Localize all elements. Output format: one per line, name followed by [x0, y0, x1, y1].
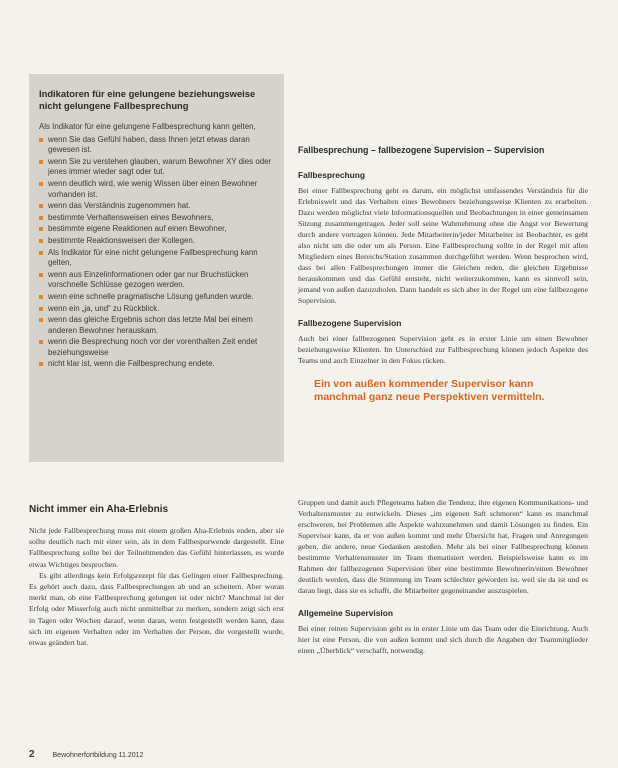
page-number: 2 — [29, 749, 35, 760]
list-item: bestimmte eigene Reaktionen auf einen Bewohner, — [39, 224, 274, 235]
list-item: wenn Sie zu verstehen glauben, warum Bewohner XY dies oder jenes immer wieder sagt oder tut. — [39, 157, 274, 178]
bullet-icon — [39, 227, 43, 231]
bullet-icon — [39, 318, 43, 322]
bullet-icon — [39, 295, 43, 299]
paragraph: Bei einer Fallbesprechung geht es darum, ein möglichst umfassendes Verständnis für die Erlebniswelt und das Verhalten eines Bewohners beziehungsweise Klienten zu erarbeiten. Dazu werden möglichst viele Informationsquellen und Beobachtungen in einer gemeinsamen Sitzung zusammengetragen. Jeder soll seine Wahrnehmung ohne die Angst vor Bewertung durch andere vortragen können. Jede Mitarbeiterin/jeder Mitarbeiter ist Beobachter, es geht also nicht um die oder um als Person. Eine Fallbesprechung sollte in der Regel mit allen Mitgliedern eines Bereichs/Station zusammen durchgeführt werden. Wenn besprochen wird, dass bei allen Fallbesprechungen immer die Gleichen reden, die gleichen Ergebnisse herauskommen und das Gefühl entsteht, nicht weiterzukommen, kann es sinnvoll sein, jemand von außen dazuzuholen. Dann handelt es sich aber in der Regel um eine fallbezogene Supervision. — [298, 186, 588, 305]
indicator-box-title: Indikatoren für eine gelungene beziehungsweise nicht gelungene Fallbesprechung — [39, 88, 256, 111]
list-item: wenn ein „ja, und“ zu Rückblick. — [39, 304, 274, 315]
paragraph: Nicht jede Fallbesprechung muss mit einem großen Aha-Erlebnis enden, aber sie sollte deutlich nach mit einer sein, als in dem Fallbespurwende dargestellt. Eine Fallbesprechung sollte bei der Teilnehmenden das Gefühl hinterlassen, es wurde etwas Wichtiges besprochen. — [29, 526, 284, 569]
indicator-list — [39, 135, 274, 370]
list-item: wenn das Verständnis zugenommen hat. — [39, 201, 274, 212]
bullet-icon — [39, 182, 43, 186]
pull-quote: Ein von außen kommender Supervisor kann manchmal ganz neue Perspektiven vermitteln. — [314, 378, 545, 403]
bullet-icon — [39, 362, 43, 366]
list-item: wenn die Besprechung noch vor der vorenthalten Zeit endet beziehungsweise — [39, 337, 274, 358]
list-item: bestimmte Reaktionsweisen der Kollegen. — [39, 236, 274, 247]
right-article — [298, 145, 588, 418]
list-item: wenn deutlich wird, wie wenig Wissen über einen Bewohner vorhanden ist. — [39, 179, 274, 200]
subheading: Fallbezogene Supervision — [298, 318, 402, 328]
bullet-icon — [39, 307, 43, 311]
list-item: wenn aus Einzelinformationen oder gar nur Bruchstücken vorschnelle Schlüsse gezogen werden. — [39, 270, 274, 291]
page-footer — [29, 749, 143, 760]
list-item: wenn Sie das Gefühl haben, dass Ihnen jetzt etwas daran gewesen ist. — [39, 135, 274, 156]
indicator-intro: Als Indikator für eine gelungene Fallbesprechung kann gelten, — [39, 122, 256, 131]
indicator-box — [29, 74, 284, 462]
subheading: Fallbesprechung — [298, 170, 366, 180]
bullet-icon — [39, 251, 43, 255]
footer-label: Bewohnerfortbildung 11.2012 — [52, 752, 144, 759]
bullet-icon — [39, 273, 43, 277]
paragraph: Gruppen und damit auch Pflegeteams haben die Tendenz, ihre eigenen Kommunikations- und Verhaltensmuster zu entwickeln. Dieses „im eigenen Saft schmoren“ kann es manchmal erschweren, bei Problemen alle Aspekte wahrzunehmen und damit Lösungen zu finden. Ein Supervisor kann, da er von außen kommt und mehr Übersicht hat, Fragen und Anregungen geben, die andere, neue Gedanken anstoßen. Mehr als bei einer Fallbesprechung können bestimmte Verhaltensmuster im Team thematisiert werden. Beispielsweise kann es im Rahmen der fallbezogenen Supervision über eine bestimmte Bewohnerin/einen Bewohner deutlich werden, dass die Stimmung im Team schlechter geworden ist, weil sie da ist und es daran liegt, dass sie es schafft, die Mitarbeiter gegeneinander auszuspielen. — [298, 498, 588, 595]
paragraph: Es gibt allerdings kein Erfolgsrezept für das Gelingen einer Fallbesprechung. Es gehört auch dazu, dass Fallbesprechungen ab und an scheitern. Aber woran merkt man, ob eine Fallbesprechung gelungen ist oder nicht? Manchmal ist der Erfolg oder Misserfolg auch nicht unmittelbar zu merken, sondern zeigt sich erst in Tagen oder Wochen darauf, wenn daran, wenn festgestellt werden kann, dass sich im eigenen Verhalten oder im Verhalten der Person, die vorgestellt wurde, etwas geändert hat. — [29, 570, 284, 648]
subheading: Allgemeine Supervision — [298, 608, 393, 618]
section-heading: Nicht immer ein Aha-Erlebnis — [29, 504, 169, 515]
bullet-icon — [39, 138, 43, 142]
bullet-icon — [39, 160, 43, 164]
bullet-icon — [39, 216, 43, 220]
paragraph: Auch bei einer fallbezogenen Supervision geht es in erster Linie um einen Bewohner beziehungsweise Klienten. Im Unterschied zur Fallbesprechung können jedoch Aspekte des Teams und auch Einzelner in den Fokus rücken. — [298, 334, 588, 365]
bullet-icon — [39, 204, 43, 208]
bullet-icon — [39, 340, 43, 344]
list-item: wenn das gleiche Ergebnis schon das letzte Mal bei einem anderen Bewohner herauskam. — [39, 315, 274, 336]
bullet-icon — [39, 239, 43, 243]
left-article — [29, 504, 284, 648]
right-article-continued — [298, 497, 588, 668]
list-item: wenn eine schnelle pragmatische Lösung gefunden wurde. — [39, 292, 274, 303]
list-item: nicht klar ist, wenn die Fallbesprechung endete. — [39, 359, 274, 370]
list-item: Als Indikator für eine nicht gelungene Fallbesprechung kann gelten, — [39, 248, 274, 269]
list-item: bestimmte Verhaltensweisen eines Bewohners, — [39, 213, 274, 224]
paragraph: Bei einer reinen Supervision geht es in erster Linie um das Team oder die Einrichtung. Auch hier ist eine Person, die von außen kommt und sich durch die Angaben der Teammitglieder einen „Überblick“ verschafft, notwendig. — [298, 624, 588, 655]
section-heading: Fallbesprechung – fallbezogene Supervision – Supervision — [298, 145, 545, 155]
